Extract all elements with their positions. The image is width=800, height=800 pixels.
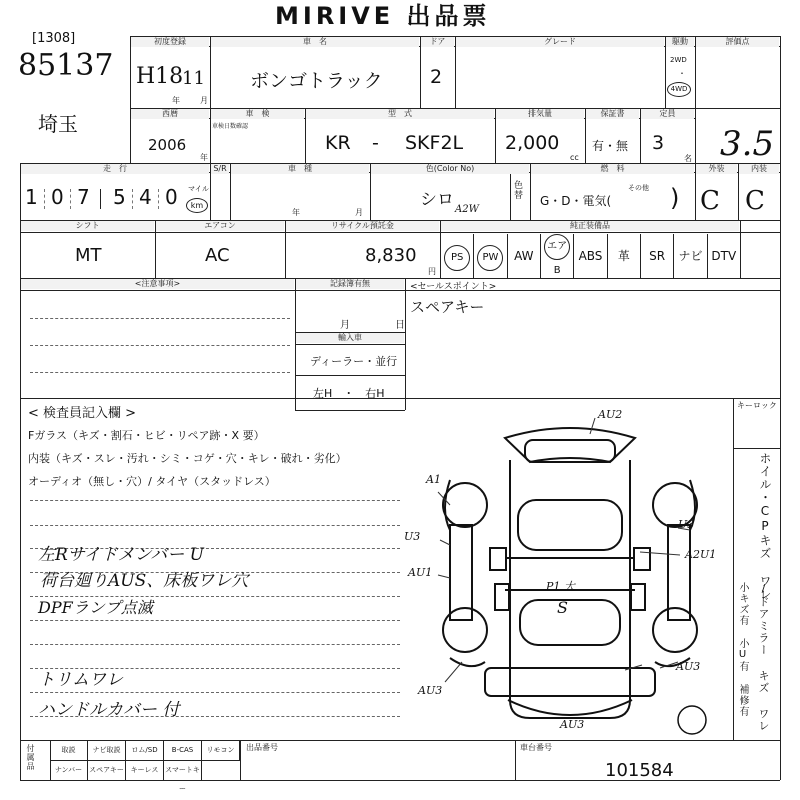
diagram-mark: A2U1	[685, 548, 717, 561]
hdr-fuel: 燃 料	[531, 164, 694, 174]
accessories-label: 付属品	[26, 744, 35, 771]
equipment-item: DTV	[708, 234, 741, 278]
inspector-line: Fガラス（キズ・割石・ヒビ・リペア跡・X 要）	[28, 429, 265, 442]
mileage-digit: 1	[25, 185, 38, 209]
hdr-import: 輸入車	[296, 333, 404, 343]
diagram-mark: U3	[678, 518, 695, 531]
inspector-line: 内装（キズ・スレ・汚れ・シミ・コゲ・穴・キレ・破れ・劣化）	[28, 452, 347, 465]
year-unit: 年	[200, 153, 208, 162]
car-name-value: ボンゴトラック	[250, 70, 383, 92]
hdr-inspection: 車 検	[211, 109, 304, 119]
accessory-item: ナビ取説	[88, 741, 126, 760]
color-code: A2W	[455, 204, 479, 215]
record-month: 月	[340, 320, 350, 331]
mileage-mile: マイル	[188, 185, 209, 193]
hdr-car-name: 車 名	[211, 37, 419, 47]
hdr-interior: 内装	[739, 164, 779, 174]
model-prefix: KR	[325, 132, 351, 154]
hdr-recycle: リサイクル預託金	[286, 221, 439, 231]
mileage-digit: 5	[113, 185, 126, 209]
reg-year-unit: 年	[292, 208, 300, 217]
accessory-item: リモコン	[202, 741, 240, 760]
hdr-score: 評価点	[696, 37, 779, 47]
hdr-mileage: 走 行	[21, 164, 209, 174]
reg-month-unit: 月	[355, 208, 363, 217]
diagram-mark: AU2	[598, 408, 623, 421]
yen-unit: 円	[428, 267, 436, 276]
hdr-notes: <注意事項>	[21, 279, 294, 289]
recycle-value: 8,830	[365, 245, 417, 266]
equipment-item: ABS	[574, 234, 607, 278]
capacity-value: 3	[652, 132, 665, 154]
model-code: SKF2L	[405, 132, 464, 154]
inspector-line: オーディオ（無し・穴）/ タイヤ（スタッドレス）	[28, 475, 276, 488]
sales-point-value: スペアキー	[410, 298, 485, 316]
aircon-value: AC	[205, 245, 230, 266]
inspector-lines	[28, 424, 408, 493]
diagram-mark: P1 大	[546, 580, 575, 593]
stock-number: 101584	[605, 760, 674, 781]
fuel-other: その他	[628, 184, 649, 192]
hdr-year: 西暦	[131, 109, 209, 119]
accessories-row-1	[50, 741, 240, 760]
hand-note-4: トリムワレ	[38, 670, 123, 690]
lot-code: [1308]	[32, 31, 76, 46]
equipment-item: SR	[641, 234, 674, 278]
record-day: 日	[395, 320, 405, 331]
year-value: 2006	[148, 136, 187, 154]
cc-unit: cc	[570, 153, 579, 162]
diagram-mark: U3	[404, 530, 421, 543]
interior-value: C	[745, 186, 765, 216]
equipment-item: エアB	[541, 234, 574, 278]
fuel-close: )	[670, 184, 680, 212]
stock-no-label: 車台番号	[520, 743, 552, 752]
accessory-item: B-CAS	[164, 741, 202, 760]
lot-number: 85137	[18, 48, 114, 83]
inspection-note: 車検日数確認	[212, 123, 249, 130]
hdr-grade: グレード	[456, 37, 664, 47]
equipment-row	[441, 234, 781, 278]
record-dealer: ディーラー・並行	[310, 355, 398, 368]
hdr-model: 型 式	[306, 109, 494, 119]
doors-value: 2	[430, 66, 443, 88]
accessory-item: ナンバー	[50, 761, 88, 780]
diagram-mark: AU1	[408, 566, 433, 579]
drive-dot: ・	[678, 69, 686, 78]
diagram-mark: AU3	[418, 684, 443, 697]
mileage-digit: 7	[77, 185, 90, 209]
exterior-value: C	[700, 186, 720, 216]
warranty-value: 有・無	[592, 139, 629, 153]
hdr-warranty: 保証書	[586, 109, 639, 119]
mileage-digits	[25, 185, 185, 213]
displacement-value: 2,000	[505, 132, 560, 154]
equipment-item: PW	[474, 234, 507, 278]
auction-no-label: 出品番号	[246, 743, 278, 752]
equipment-item: AW	[508, 234, 541, 278]
side-text-minor: 小キズ有 小U有 補修有	[737, 582, 748, 717]
equipment-item: ナビ	[674, 234, 707, 278]
hdr-first-reg: 初度登録	[131, 37, 209, 47]
score-value: 3.5	[720, 124, 775, 164]
color-value: シロ	[420, 190, 454, 210]
accessory-item: ロム/SD	[126, 741, 164, 760]
car-diagram	[410, 400, 730, 740]
capacity-unit: 名	[684, 154, 692, 163]
hdr-capacity: 定員	[641, 109, 694, 119]
equipment-item: PS	[441, 234, 474, 278]
accessories-row-2	[50, 761, 240, 793]
hand-note-1: 左Rサイドメンバー U	[38, 545, 204, 565]
hand-note-5: ハンドルカバー 付	[38, 700, 180, 720]
era-value: H18	[136, 64, 184, 89]
hdr-aircon: エアコン	[156, 221, 284, 231]
mileage-digit: 0	[51, 185, 64, 209]
month-unit: 月	[200, 96, 208, 105]
side-text-mirror: /ドアミラー キズ ワレ	[757, 582, 770, 732]
accessory-item: スペアキー	[88, 761, 126, 780]
inspector-heading: < 検査員記入欄 >	[28, 406, 137, 421]
hdr-record-book: 記録簿有無	[296, 279, 404, 289]
drive-4wd: 4WD	[667, 82, 691, 97]
hdr-genuine-equipment: 純正装備品	[441, 221, 739, 231]
hdr-displacement: 排気量	[496, 109, 584, 119]
side-text-wheel: ホイル・CPキズ ワレ	[758, 452, 772, 601]
hdr-sales-point: <セールスポイント>	[410, 282, 497, 292]
equipment-item: 革	[608, 234, 641, 278]
hdr-doors: ドア	[421, 37, 454, 47]
region: 埼玉	[38, 112, 78, 136]
hdr-vehicle-type: 車 種	[231, 164, 369, 174]
hdr-key: キーロック	[737, 401, 777, 410]
diagram-mark: A1	[426, 473, 441, 486]
accessory-item: スマートキー	[164, 761, 202, 780]
form-title: MIRIVE 出品票	[275, 2, 491, 30]
era-unit: 年	[172, 96, 180, 105]
accessory-item: キーレス	[126, 761, 164, 780]
hdr-shift: シフト	[21, 221, 154, 231]
month-value: 11	[182, 68, 205, 89]
diagram-mark: AU3	[676, 660, 701, 673]
accessory-item: 取説	[50, 741, 88, 760]
hand-note-2: 荷台廻りAUS、床板ワレ穴	[40, 571, 249, 591]
diagram-mark: S	[557, 598, 568, 617]
shift-value: MT	[75, 245, 102, 266]
diagram-mark: AU3	[560, 718, 585, 731]
record-handle: 左H ・ 右H	[313, 387, 385, 400]
hdr-drive: 駆動	[666, 37, 694, 47]
hdr-shift-s: S/R	[211, 164, 229, 174]
mileage-digit: 0	[165, 185, 178, 209]
mileage-km: km	[186, 198, 208, 213]
hdr-exterior: 外装	[696, 164, 737, 174]
fuel-value: G・D・電気(	[540, 194, 612, 208]
color-change: 色替	[512, 180, 522, 200]
mileage-digit: 4	[139, 185, 152, 209]
hdr-color: 色(Color No)	[371, 164, 529, 174]
hand-note-3: DPFランプ点滅	[38, 598, 153, 617]
drive-2wd: 2WD	[670, 56, 687, 64]
model-sep: -	[372, 132, 379, 154]
